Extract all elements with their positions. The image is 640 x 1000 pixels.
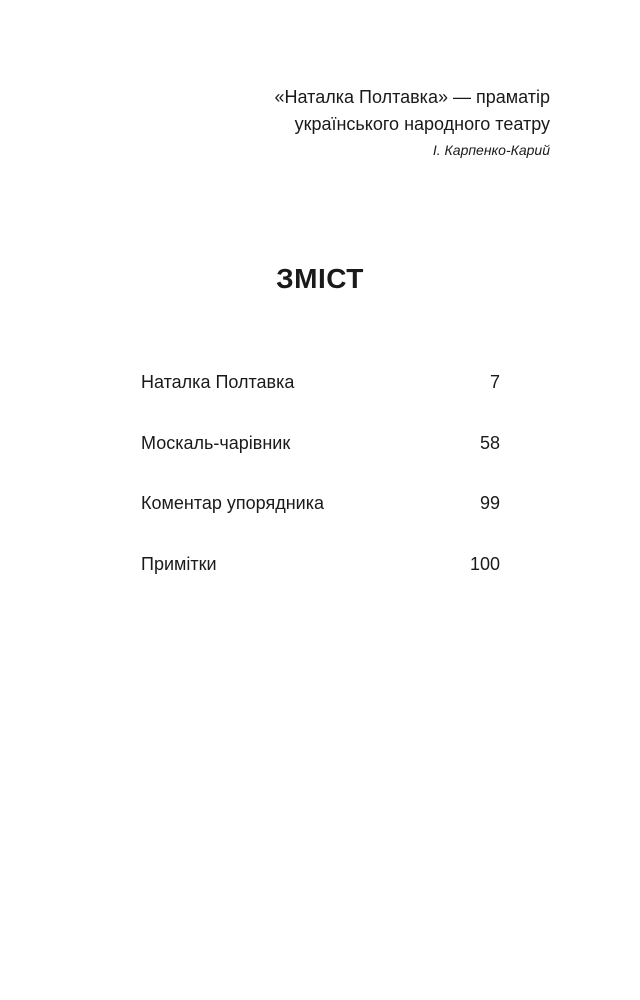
epigraph-line: українського народного театру [294,114,550,134]
toc-entry-title: Примітки [141,553,217,574]
toc-entry-title: Наталка Полтавка [141,372,295,392]
toc-entry-page: 7 [489,372,500,392]
toc-entry-title: Коментар упорядника [141,493,324,513]
toc-entry[interactable] [141,550,500,611]
toc-entry-title: Москаль-чарівник [141,432,291,453]
epigraph [130,84,550,160]
toc-entry-page: 58 [479,432,500,453]
table-of-contents [141,368,500,610]
toc-entry[interactable] [141,489,500,550]
epigraph-author: І. Карпенко-Карий [432,142,550,158]
toc-entry[interactable] [141,429,500,490]
epigraph-line: «Наталка Полтавка» — праматір [274,87,550,107]
toc-title: ЗМІСТ [276,263,364,294]
toc-entry-page: 99 [479,493,500,513]
toc-entry-page: 100 [469,553,500,574]
toc-entry[interactable] [141,368,500,429]
